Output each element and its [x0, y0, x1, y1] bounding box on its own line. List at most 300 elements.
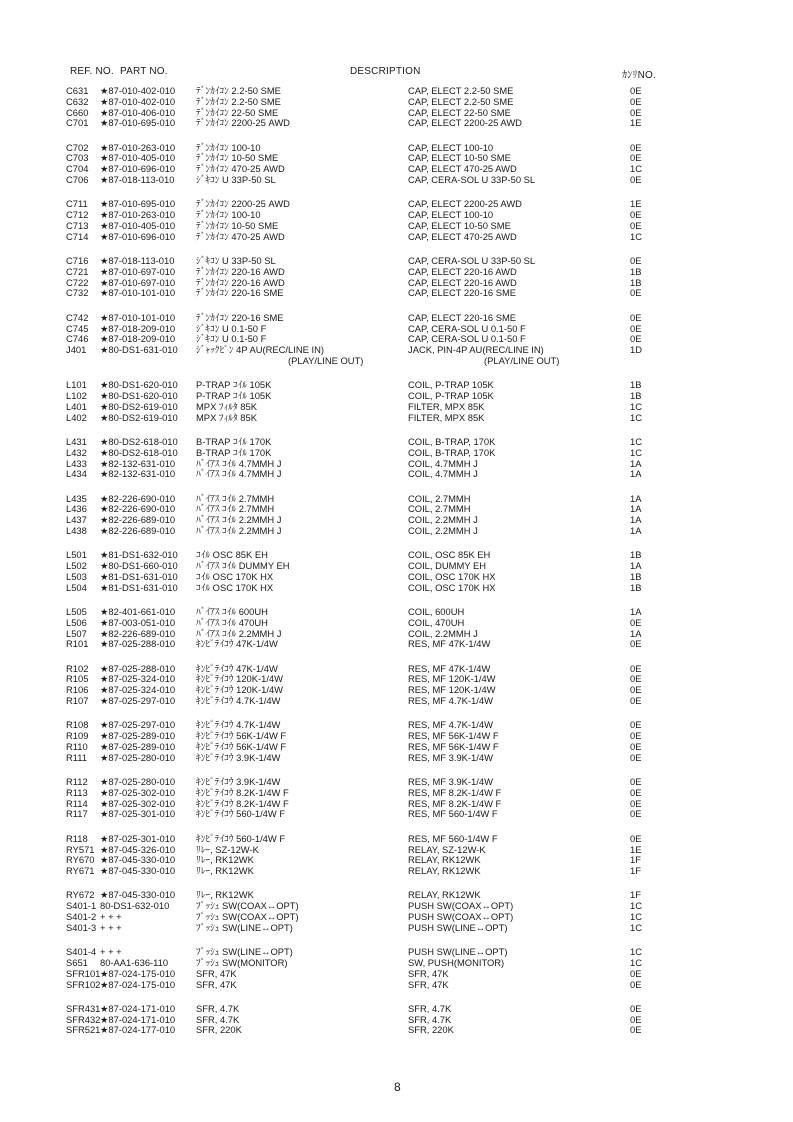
code-no: 0E	[630, 808, 642, 820]
description-en: RES, MF 8.2K-1/4W F	[408, 786, 502, 798]
part-no: ★80-DS1-620-010	[100, 379, 178, 391]
part-no: ★87-010-405-010	[100, 219, 176, 231]
code-no: 1E	[630, 198, 642, 210]
code-no: 0E	[630, 1024, 642, 1036]
description-en: RES, MF 3.9K-1/4W	[408, 751, 493, 763]
description-en: COIL, 2.7MMH	[408, 492, 471, 504]
part-row	[0, 809, 793, 820]
description-en: COIL, P-TRAP 105K	[408, 390, 494, 402]
part-no: ★87-010-101-010	[100, 311, 176, 323]
ref-no: C711	[66, 198, 88, 210]
description-en: CAP, CERA-SOL U 33P-50 SL	[408, 174, 536, 186]
code-no: 0E	[630, 311, 642, 323]
ref-no: R108	[66, 719, 89, 731]
part-row	[0, 313, 793, 324]
description-jp: ﾃﾞﾝｶｲｺﾝ 2.2-50 SME	[196, 95, 281, 107]
description-jp: ﾃﾞﾝｶｲｺﾝ 220-16 AWD	[196, 265, 285, 277]
code-no: 1C	[630, 911, 642, 923]
description-jp: (PLAY/LINE OUT)	[288, 354, 364, 366]
ref-no: R102	[66, 662, 89, 674]
part-no: ★81-DS1-631-010	[100, 581, 178, 593]
part-row	[0, 356, 793, 367]
description-jp: ｼﾞｷｺﾝ U 33P-50 SL	[196, 174, 276, 186]
ref-no: L431	[66, 435, 87, 447]
description-en: FILTER, MPX 85K	[408, 400, 485, 412]
code-no: 1A	[630, 468, 642, 480]
description-jp: ﾊﾞｲｱｽ ｺｲﾙ 2.2MMH J	[196, 514, 282, 526]
part-group	[0, 834, 793, 877]
part-no: ★87-045-330-010	[100, 865, 176, 877]
code-no: 0E	[630, 638, 642, 650]
description-en: RES, MF 4.7K-1/4W	[408, 695, 493, 707]
description-jp: ﾌﾟｯｼｭ SW(MONITOR)	[196, 956, 288, 968]
ref-no: C745	[66, 322, 89, 334]
description-en: CAP, ELECT 2.2-50 SME	[408, 95, 514, 107]
code-no: 0E	[630, 152, 642, 164]
code-no: 1E	[630, 117, 642, 129]
code-no: 1A	[630, 492, 642, 504]
description-en: CAP, ELECT 22-50 SME	[408, 106, 511, 118]
part-row	[0, 97, 793, 108]
ref-no: C660	[66, 106, 89, 118]
ref-no: J401	[66, 344, 87, 356]
part-no: ★87-025-301-010	[100, 808, 176, 820]
part-no: ★87-025-302-010	[100, 786, 176, 798]
description-jp: ﾌﾟｯｼｭ SW(LINE↔OPT)	[196, 946, 293, 958]
ref-no: L436	[66, 503, 87, 515]
description-jp: ｺｲﾙ OSC 85K EH	[196, 549, 268, 561]
part-row	[0, 526, 793, 537]
description-jp: SFR, 4.7K	[196, 1013, 240, 1025]
part-no: ★87-045-330-010	[100, 889, 176, 901]
description-jp: ﾘﾚｰ, RK12WK	[196, 865, 254, 877]
ref-no: RY671	[66, 865, 95, 877]
code-no: 1A	[630, 503, 642, 515]
description-jp: ﾘﾚｰ, RK12WK	[196, 854, 254, 866]
description-en: SFR, 4.7K	[408, 1002, 452, 1014]
part-row	[0, 175, 793, 186]
ref-no: C712	[66, 209, 89, 221]
part-no: ★87-018-113-010	[100, 255, 175, 267]
part-group	[0, 777, 793, 820]
description-en: COIL, B-TRAP, 170K	[408, 435, 496, 447]
part-row	[0, 639, 793, 650]
ref-no: L437	[66, 514, 87, 526]
part-row	[0, 583, 793, 594]
description-en: CAP, ELECT 220-16 SME	[408, 287, 517, 299]
ref-no: C714	[66, 230, 89, 242]
description-en: CAP, CERA-SOL U 0.1-50 F	[408, 322, 526, 334]
ref-no: L432	[66, 446, 87, 458]
code-no: 1C	[630, 230, 642, 242]
description-jp: ﾃﾞﾝｶｲｺﾝ 10-50 SME	[196, 219, 279, 231]
description-en: CAP, ELECT 220-16 AWD	[408, 276, 517, 288]
ref-no: L505	[66, 605, 87, 617]
part-row	[0, 1004, 793, 1015]
part-no: ★81-DS1-631-010	[100, 570, 178, 582]
description-jp: B-TRAP ｺｲﾙ 170K	[196, 446, 272, 458]
part-row	[0, 448, 793, 459]
code-no: 1A	[630, 525, 642, 536]
description-jp: ﾘﾚｰ, RK12WK	[196, 889, 254, 901]
description-en: RES, MF 8.2K-1/4W F	[408, 797, 502, 809]
description-en: COIL, OSC 85K EH	[408, 549, 491, 561]
ref-no: L507	[66, 627, 87, 639]
ref-no: C721	[66, 265, 89, 277]
description-en: RES, MF 560-1/4W F	[408, 832, 498, 844]
description-jp: MPX ﾌｨﾙﾀ 85K	[196, 411, 257, 423]
description-en: RELAY, SZ-12W-K	[408, 843, 486, 855]
part-no: ★80-DS2-619-010	[100, 411, 178, 423]
ref-no: R118	[66, 832, 88, 844]
code-no: 1B	[630, 570, 642, 582]
description-en: PUSH SW(LINE↔OPT)	[408, 946, 508, 958]
description-en: RES, MF 4.7K-1/4W	[408, 719, 493, 731]
part-row	[0, 1025, 793, 1036]
part-group	[0, 256, 793, 299]
description-en: COIL, P-TRAP 105K	[408, 379, 494, 391]
ref-no: C703	[66, 152, 89, 164]
code-no: 1B	[630, 390, 642, 402]
description-jp: ﾃﾞﾝｶｲｺﾝ 220-16 SME	[196, 311, 284, 323]
description-en: JACK, PIN-4P AU(REC/LINE IN)	[408, 344, 544, 356]
ref-no: C742	[66, 311, 89, 323]
part-group	[0, 664, 793, 707]
ref-no: R101	[66, 638, 89, 650]
description-en: PUSH SW(COAX↔OPT)	[408, 900, 514, 912]
ref-no: C713	[66, 219, 89, 231]
description-jp: ｷﾝﾋﾟﾃｲｺｳ 120K-1/4W	[196, 673, 284, 685]
description-jp: ﾃﾞﾝｶｲｺﾝ 470-25 AWD	[196, 230, 285, 242]
parts-list	[0, 86, 793, 1050]
part-no: ★87-045-326-010	[100, 843, 176, 855]
code-no: 1C	[630, 956, 642, 968]
description-jp: ﾃﾞﾝｶｲｺﾝ 2.2-50 SME	[196, 85, 281, 96]
description-jp: ｷﾝﾋﾟﾃｲｺｳ 3.9K-1/4W	[196, 751, 281, 763]
description-jp: ｷﾝﾋﾟﾃｲｺｳ 560-1/4W F	[196, 832, 286, 844]
part-no: ★87-024-171-010	[100, 1013, 176, 1025]
code-no: 0E	[630, 1013, 642, 1025]
description-jp: SFR, 220K	[196, 1024, 242, 1036]
part-no: ★80-DS1-620-010	[100, 390, 178, 402]
code-no: 0E	[630, 106, 642, 118]
description-jp: ﾃﾞﾝｶｲｺﾝ 220-16 AWD	[196, 276, 285, 288]
description-jp: ﾃﾞﾝｶｲｺﾝ 10-50 SME	[196, 152, 279, 164]
description-en: COIL, 2.2MMH J	[408, 514, 478, 526]
part-row	[0, 345, 793, 356]
description-en: COIL, 600UH	[408, 605, 465, 617]
code-no: 1C	[630, 446, 642, 458]
code-no: 0E	[630, 219, 642, 231]
part-no: ★87-025-288-010	[100, 662, 176, 674]
description-en: CAP, CERA-SOL U 0.1-50 F	[408, 333, 526, 345]
ref-no: L504	[66, 581, 87, 593]
part-no: ★87-025-289-010	[100, 740, 176, 752]
part-no: + + +	[100, 911, 122, 923]
description-en: CAP, CERA-SOL U 33P-50 SL	[408, 255, 536, 267]
description-en: COIL, 2.2MMH J	[408, 627, 478, 639]
ref-no: C704	[66, 163, 89, 175]
description-en: CAP, ELECT 2200-25 AWD	[408, 117, 522, 129]
code-no: 1A	[630, 457, 642, 469]
description-jp: ｷﾝﾋﾟﾃｲｺｳ 56K-1/4W F	[196, 730, 287, 742]
part-row	[0, 834, 793, 845]
part-no: ★87-010-402-010	[100, 95, 176, 107]
part-row	[0, 980, 793, 991]
description-en: RES, MF 120K-1/4W	[408, 673, 496, 685]
part-no: ★87-025-289-010	[100, 730, 176, 742]
part-no: ★87-010-402-010	[100, 85, 176, 96]
part-no: 80-AA1-636-110	[100, 956, 169, 968]
part-no: ★87-018-209-010	[100, 333, 176, 345]
part-group	[0, 313, 793, 367]
ref-no: R112	[66, 776, 88, 788]
ref-no: L503	[66, 570, 87, 582]
ref-no: L101	[66, 379, 87, 391]
description-en: SFR, 47K	[408, 978, 449, 990]
description-jp: ﾊﾞｲｱｽ ｺｲﾙ 2.7MMH	[196, 503, 275, 515]
code-no: 1E	[630, 843, 642, 855]
part-no: ★82-226-690-010	[100, 492, 176, 504]
description-en: SW, PUSH(MONITOR)	[408, 956, 505, 968]
part-no: ★82-226-689-010	[100, 525, 176, 536]
description-jp: ﾃﾞﾝｶｲｺﾝ 2200-25 AWD	[196, 198, 290, 210]
ref-no: L501	[66, 549, 87, 561]
description-en: RES, MF 47K-1/4W	[408, 638, 491, 650]
description-en: RES, MF 56K-1/4W F	[408, 740, 499, 752]
code-no: 1B	[630, 581, 642, 593]
code-no: 1B	[630, 549, 642, 561]
part-row	[0, 118, 793, 129]
code-no: 0E	[630, 684, 642, 696]
code-no: 1B	[630, 265, 642, 277]
description-jp: ｷﾝﾋﾟﾃｲｺｳ 4.7K-1/4W	[196, 719, 281, 731]
description-en: PUSH SW(LINE↔OPT)	[408, 921, 508, 933]
part-group	[0, 550, 793, 593]
part-group	[0, 494, 793, 537]
part-row	[0, 866, 793, 877]
code-no: 0E	[630, 967, 642, 979]
description-jp: B-TRAP ｺｲﾙ 170K	[196, 435, 272, 447]
ref-no: R107	[66, 695, 89, 707]
part-no: ★80-DS1-660-010	[100, 560, 178, 572]
part-no: ★87-010-695-010	[100, 198, 176, 210]
ref-no: C706	[66, 174, 89, 186]
code-no: 0E	[630, 333, 642, 345]
part-group	[0, 890, 793, 933]
description-en: CAP, ELECT 100-10	[408, 209, 494, 221]
description-jp: SFR, 47K	[196, 978, 237, 990]
part-no: ★87-010-263-010	[100, 141, 176, 153]
part-no: ★87-003-051-010	[100, 616, 176, 628]
description-jp: SFR, 4.7K	[196, 1002, 240, 1014]
part-no: ★87-025-324-010	[100, 673, 176, 685]
description-en: RES, MF 47K-1/4W	[408, 662, 491, 674]
description-en: (PLAY/LINE OUT)	[484, 354, 560, 366]
ref-no: R105	[66, 673, 89, 685]
description-en: CAP, ELECT 220-16 SME	[408, 311, 517, 323]
part-group	[0, 380, 793, 423]
description-en: COIL, OSC 170K HX	[408, 570, 496, 582]
code-no: 0E	[630, 662, 642, 674]
ref-no: L438	[66, 525, 87, 536]
description-en: CAP, ELECT 10-50 SME	[408, 219, 511, 231]
part-no: ★87-010-405-010	[100, 152, 176, 164]
part-no: ★87-010-696-010	[100, 163, 176, 175]
part-no: ★87-010-696-010	[100, 230, 176, 242]
code-no: 1C	[630, 921, 642, 933]
part-group	[0, 437, 793, 480]
part-no: + + +	[100, 946, 122, 958]
part-no: + + +	[100, 921, 122, 933]
code-no: 0E	[630, 832, 642, 844]
part-no: ★87-024-175-010	[100, 978, 176, 990]
code-no: 0E	[630, 786, 642, 798]
description-jp: ｷﾝﾋﾟﾃｲｺｳ 120K-1/4W	[196, 684, 284, 696]
part-no: ★82-226-690-010	[100, 503, 176, 515]
code-no: 1C	[630, 946, 642, 958]
code-no: 1A	[630, 605, 642, 617]
part-row	[0, 402, 793, 413]
description-en: COIL, 4.7MMH J	[408, 457, 478, 469]
description-jp: ﾊﾞｲｱｽ ｺｲﾙ 2.7MMH	[196, 492, 275, 504]
ref-no: R109	[66, 730, 89, 742]
description-jp: ﾌﾟｯｼｭ SW(COAX↔OPT)	[196, 911, 299, 923]
description-en: SFR, 220K	[408, 1024, 454, 1036]
ref-no: S401-1	[66, 900, 97, 912]
code-no: 1F	[630, 865, 641, 877]
ref-no: L402	[66, 411, 87, 423]
description-en: RES, MF 560-1/4W F	[408, 808, 498, 820]
part-row	[0, 469, 793, 480]
ref-no: S651	[66, 956, 88, 968]
description-jp: P-TRAP ｺｲﾙ 105K	[196, 379, 272, 391]
code-no: 0E	[630, 978, 642, 990]
part-row	[0, 923, 793, 934]
description-jp: ﾌﾟｯｼｭ SW(LINE↔OPT)	[196, 921, 293, 933]
description-en: COIL, B-TRAP, 170K	[408, 446, 496, 458]
description-en: COIL, 4.7MMH J	[408, 468, 478, 480]
part-no: ★82-132-631-010	[100, 468, 176, 480]
part-no: ★80-DS2-618-010	[100, 446, 178, 458]
code-no: 1A	[630, 627, 642, 639]
code-no: 0E	[630, 141, 642, 153]
description-en: COIL, OSC 170K HX	[408, 581, 496, 593]
part-no: ★87-024-175-010	[100, 967, 176, 979]
ref-no: SFR102	[66, 978, 101, 990]
code-no: 0E	[630, 730, 642, 742]
description-jp: ﾌﾟｯｼｭ SW(COAX↔OPT)	[196, 900, 299, 912]
part-no: ★82-226-689-010	[100, 627, 176, 639]
part-row	[0, 232, 793, 243]
part-no: ★87-010-101-010	[100, 287, 176, 299]
code-no: 0E	[630, 287, 642, 299]
description-jp: ﾃﾞﾝｶｲｺﾝ 470-25 AWD	[196, 163, 285, 175]
part-row	[0, 969, 793, 980]
ref-no: RY670	[66, 854, 95, 866]
ref-no: SFR431	[66, 1002, 101, 1014]
description-en: CAP, ELECT 2200-25 AWD	[408, 198, 522, 210]
part-no: ★87-025-301-010	[100, 832, 176, 844]
description-en: COIL, 2.2MMH J	[408, 525, 478, 536]
description-jp: ﾊﾞｲｱｽ ｺｲﾙ 4.7MMH J	[196, 468, 282, 480]
description-en: CAP, ELECT 10-50 SME	[408, 152, 511, 164]
description-jp: ｷﾝﾋﾟﾃｲｺｳ 47K-1/4W	[196, 638, 278, 650]
part-no: ★87-010-695-010	[100, 117, 176, 129]
ref-no: C631	[66, 85, 89, 96]
description-jp: ﾘﾚｰ, SZ-12W-K	[196, 843, 259, 855]
part-group	[0, 86, 793, 129]
part-no: ★80-DS2-618-010	[100, 435, 178, 447]
description-en: COIL, 2.7MMH	[408, 503, 471, 515]
description-jp: ﾃﾞﾝｶｲｺﾝ 220-16 SME	[196, 287, 284, 299]
part-no: ★87-025-297-010	[100, 719, 176, 731]
code-no: 1F	[630, 889, 641, 901]
description-en: SFR, 4.7K	[408, 1013, 452, 1025]
ref-no: C701	[66, 117, 89, 129]
code-no: 0E	[630, 719, 642, 731]
ref-no: R113	[66, 786, 88, 798]
description-jp: ｼﾞｬｯｸﾋﾟﾝ 4P AU(REC/LINE IN)	[196, 344, 324, 356]
code-no: 0E	[630, 695, 642, 707]
part-row	[0, 413, 793, 424]
part-no: ★87-025-280-010	[100, 751, 176, 763]
description-jp: ﾊﾞｲｱｽ ｺｲﾙ 470UH	[196, 616, 268, 628]
part-no: ★87-010-697-010	[100, 265, 176, 277]
ref-no: C702	[66, 141, 89, 153]
header-code: ｶﾝﾘNO.	[622, 70, 656, 81]
code-no: 1C	[630, 435, 642, 447]
code-no: 0E	[630, 751, 642, 763]
description-en: CAP, ELECT 2.2-50 SME	[408, 85, 514, 96]
code-no: 0E	[630, 673, 642, 685]
code-no: 0E	[630, 209, 642, 221]
description-en: RES, MF 3.9K-1/4W	[408, 776, 493, 788]
part-no: ★87-025-280-010	[100, 776, 176, 788]
part-group	[0, 720, 793, 763]
part-no: ★87-025-297-010	[100, 695, 176, 707]
ref-no: L433	[66, 457, 87, 469]
description-jp: ｷﾝﾋﾟﾃｲｺｳ 8.2K-1/4W F	[196, 797, 289, 809]
part-no: ★87-010-263-010	[100, 209, 176, 221]
part-row	[0, 288, 793, 299]
ref-no: C746	[66, 333, 89, 345]
ref-no: SFR101	[66, 967, 101, 979]
ref-no: S401-4	[66, 946, 97, 958]
ref-no: L401	[66, 400, 87, 412]
description-jp: ﾃﾞﾝｶｲｺﾝ 100-10	[196, 141, 261, 153]
description-en: SFR, 47K	[408, 967, 449, 979]
code-no: 0E	[630, 255, 642, 267]
code-no: 0E	[630, 322, 642, 334]
part-no: ★82-401-661-010	[100, 605, 176, 617]
description-en: CAP, ELECT 220-16 AWD	[408, 265, 517, 277]
ref-no: L435	[66, 492, 87, 504]
ref-no: L502	[66, 560, 87, 572]
page-number: 8	[394, 1080, 401, 1094]
part-group	[0, 607, 793, 650]
ref-no: L506	[66, 616, 87, 628]
code-no: 1D	[630, 344, 642, 356]
description-en: PUSH SW(COAX↔OPT)	[408, 911, 514, 923]
part-row	[0, 696, 793, 707]
part-no: ★81-DS1-632-010	[100, 549, 178, 561]
part-no: ★87-018-209-010	[100, 322, 176, 334]
code-no: 1B	[630, 379, 642, 391]
code-no: 1A	[630, 560, 642, 572]
description-en: CAP, ELECT 100-10	[408, 141, 494, 153]
description-jp: SFR, 47K	[196, 967, 237, 979]
